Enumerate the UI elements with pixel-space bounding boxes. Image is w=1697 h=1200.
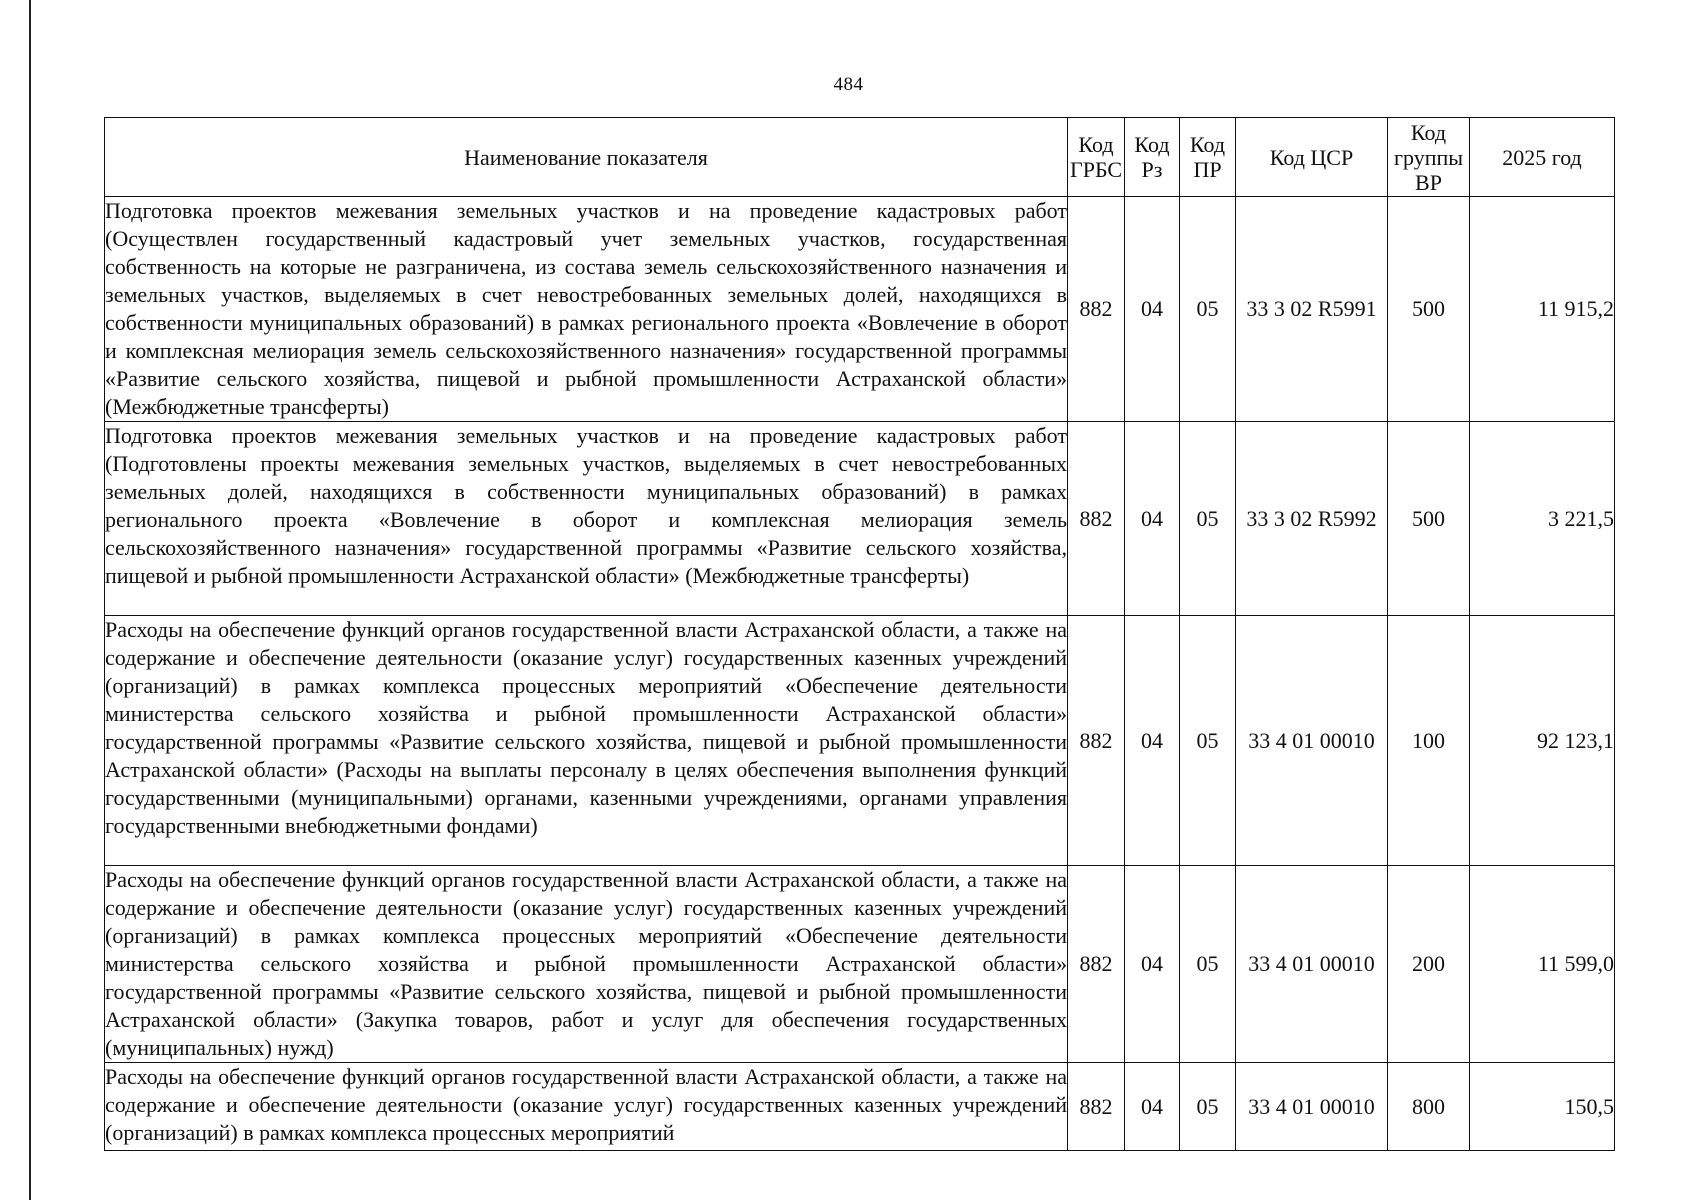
row-amount: 11 915,2 — [1470, 197, 1615, 422]
row-amount: 3 221,5 — [1470, 422, 1615, 616]
row-csr: 33 4 01 00010 — [1236, 866, 1388, 1063]
header-vr: Код группы ВР — [1388, 118, 1470, 197]
row-rz: 04 — [1125, 616, 1180, 866]
row-csr: 33 3 02 R5992 — [1236, 422, 1388, 616]
row-csr: 33 4 01 00010 — [1236, 1063, 1388, 1151]
row-vr: 500 — [1388, 197, 1470, 422]
row-csr: 33 4 01 00010 — [1236, 616, 1388, 866]
header-csr: Код ЦСР — [1236, 118, 1388, 197]
row-vr: 800 — [1388, 1063, 1470, 1151]
row-name: Расходы на обеспечение функций органов государственной власти Астраханской области, а также на содержание и обеспечение деятельности (оказание услуг) государственных казенных учреждений (организаций) в рамках комплекса процессных мероприятий «Обеспечение деятельности министерства сельского хозяйства и рыбной промышленности Астраханской области» государственной программы «Развитие сельского хозяйства, пищевой и рыбной промышленности Астраханской области» (Расходы на выплаты персоналу в целях обеспечения выполнения функций государственными (муниципальными) органами, казенными учреждениями, органами управления государственными внебюджетными фондами) — [105, 616, 1068, 866]
row-pr: 05 — [1180, 422, 1236, 616]
row-name: Расходы на обеспечение функций органов государственной власти Астраханской области, а также на содержание и обеспечение деятельности (оказание услуг) государственных казенных учреждений (организаций) в рамках комплекса процессных мероприятий — [105, 1064, 1067, 1145]
row-name-cell — [105, 1063, 1068, 1151]
header-pr: Код ПР — [1180, 118, 1236, 197]
row-vr: 100 — [1388, 616, 1470, 866]
page-margin-rule — [29, 0, 31, 1200]
row-pr: 05 — [1180, 197, 1236, 422]
row-grbs: 882 — [1068, 616, 1125, 866]
table-row — [105, 866, 1615, 1063]
row-name: Подготовка проектов межевания земельных участков и на проведение кадастровых работ (Осуществлен государственный кадастровый учет земельных участков, государственная собственность на которые не разграничена, из состава земель сельскохозяйственного назначения и земельных участков, выделяемых в счет невостребованных земельных долей, находящихся в собственности муниципальных образований) в рамках регионального проекта «Вовлечение в оборот и комплексная мелиорация земель сельскохозяйственного назначения» государственной программы «Развитие сельского хозяйства, пищевой и рыбной промышленности Астраханской области» (Межбюджетные трансферты) — [105, 197, 1068, 422]
row-csr: 33 3 02 R5991 — [1236, 197, 1388, 422]
budget-table — [104, 117, 1615, 1151]
table-row — [105, 422, 1615, 616]
row-grbs: 882 — [1068, 866, 1125, 1063]
table-row — [105, 616, 1615, 866]
row-amount: 11 599,0 — [1470, 866, 1615, 1063]
row-pr: 05 — [1180, 866, 1236, 1063]
row-vr: 500 — [1388, 422, 1470, 616]
header-year: 2025 год — [1470, 118, 1615, 197]
row-grbs: 882 — [1068, 422, 1125, 616]
header-name: Наименование показателя — [105, 118, 1068, 197]
row-amount: 150,5 — [1470, 1063, 1615, 1151]
row-name: Расходы на обеспечение функций органов государственной власти Астраханской области, а также на содержание и обеспечение деятельности (оказание услуг) государственных казенных учреждений (организаций) в рамках комплекса процессных мероприятий «Обеспечение деятельности министерства сельского хозяйства и рыбной промышленности Астраханской области» государственной программы «Развитие сельского хозяйства, пищевой и рыбной промышленности Астраханской области» (Закупка товаров, работ и услуг для обеспечения государственных (муниципальных) нужд) — [105, 866, 1068, 1063]
row-grbs: 882 — [1068, 1063, 1125, 1151]
row-rz: 04 — [1125, 422, 1180, 616]
row-pr: 05 — [1180, 616, 1236, 866]
header-rz: Код Рз — [1125, 118, 1180, 197]
page-number: 484 — [833, 74, 864, 95]
row-rz: 04 — [1125, 866, 1180, 1063]
row-vr: 200 — [1388, 866, 1470, 1063]
table-row — [105, 1063, 1615, 1151]
row-grbs: 882 — [1068, 197, 1125, 422]
row-amount: 92 123,1 — [1470, 616, 1615, 866]
header-grbs: Код ГРБС — [1068, 118, 1125, 197]
table-header-row — [105, 118, 1615, 197]
row-pr: 05 — [1180, 1063, 1236, 1151]
table-row — [105, 197, 1615, 422]
row-rz: 04 — [1125, 1063, 1180, 1151]
row-rz: 04 — [1125, 197, 1180, 422]
row-name: Подготовка проектов межевания земельных участков и на проведение кадастровых работ (Подготовлены проекты межевания земельных участков, выделяемых в счет невостребованных земельных долей, находящихся в собственности муниципальных образований) в рамках регионального проекта «Вовлечение в оборот и комплексная мелиорация земель сельскохозяйственного назначения» государственной программы «Развитие сельского хозяйства, пищевой и рыбной промышленности Астраханской области» (Межбюджетные трансферты) — [105, 422, 1068, 616]
